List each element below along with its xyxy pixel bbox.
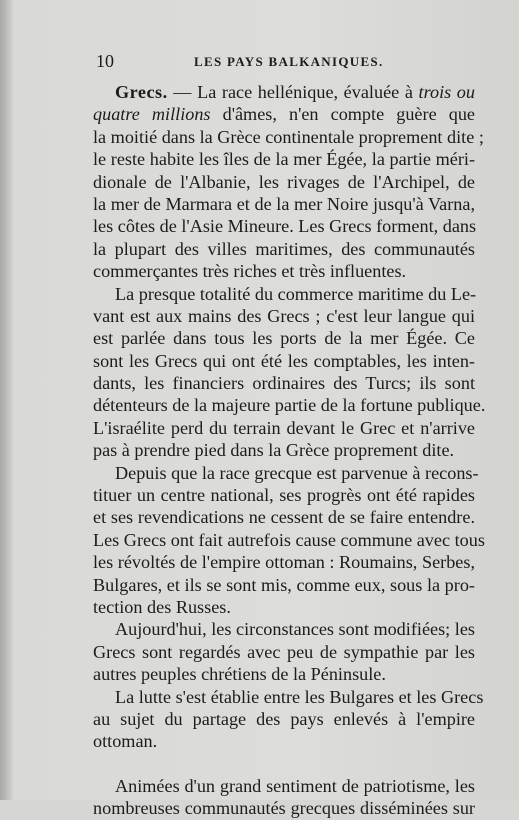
text-line: le reste habite les îles de la mer Égée, la partie méri- [93,149,475,170]
text-line: dants, les financiers ordinaires des Turcs; ils sont [93,373,475,394]
text-line [93,81,475,103]
page-header [96,50,474,72]
text-line: et ses revendications ne cessent de se faire entendre. [93,507,475,528]
paragraph-lutte [93,686,484,753]
italic-text: quatre millions [93,104,211,125]
text-line: Bulgares, et ils se sont mis, comme eux, sous la pro- [93,574,475,595]
text-line: tection des Russes. [93,596,231,617]
text-line: au sujet du partage des pays enlevés à l'empire [93,708,475,729]
text-line: la moitié dans la Grèce continentale proprement dite ; [93,126,484,147]
text-line: sont les Grecs qui ont été les comptables, les inten- [93,350,475,371]
text-line: tituer un centre national, ses progrès ont été rapides [93,485,475,506]
text-line: La presque totalité du commerce maritime du Le- [115,283,477,304]
text-line: est parlée dans tous les ports de la mer Égée. Ce [93,328,475,349]
text-line: les révoltés de l'empire ottoman : Roumains, Serbes, [93,552,475,573]
text-line: pas à prendre pied dans la Grèce proprement dite. [93,440,455,461]
text-line: nombreuses communautés grecques disséminées sur [93,798,475,819]
paragraph-grecs [93,81,484,283]
section-lead: Grecs. [115,82,168,102]
paragraph-patriotisme [93,775,475,820]
paragraph-commerce [93,283,486,462]
text-line: Les Grecs ont fait autrefois cause commune avec tous [93,529,485,550]
text-line: la plupart des villes maritimes, des communautés [93,238,475,259]
text-line: Aujourd'hui, les circonstances sont modifiées; les [115,619,475,640]
text-span: — La race hellénique, évaluée à [167,82,419,102]
text-line: Depuis que la race grecque est parvenue à recons- [115,462,479,483]
text-line: autres peuples chrétiens de la Péninsule. [93,664,386,685]
text-line: dionale de l'Albanie, les rivages de l'Archipel, de [93,171,475,192]
text-line: La lutte s'est établie entre les Bulgares et les Grecs [115,686,484,707]
text-line: ottoman. [93,731,158,752]
text-line: les côtes de l'Asie Mineure. Les Grecs forment, dans [93,216,477,237]
text-line: commerçantes très riches et très influentes. [93,261,407,282]
text-line [93,103,475,125]
text-line: la mer de Marmara et de la mer Noire jusqu'à Varna, [93,193,475,214]
text-line: Animées d'un grand sentiment de patriotisme, les [115,775,475,796]
body-text [93,81,486,820]
text-line: détenteurs de la majeure partie de la fortune publique. [93,395,486,416]
spine-shadow [0,0,14,800]
paragraph-aujourdhui [93,618,475,685]
paragraph-revendications [93,462,485,619]
text-span: d'âmes, n'en compte guère que [210,104,475,125]
text-line: L'israélite perd du terrain devant le Grec et n'arrive [93,417,475,438]
text-line: vant est aux mains des Grecs ; c'est leur langue qui [93,305,475,326]
page-number: 10 [96,51,114,71]
italic-text: trois ou [418,82,475,102]
text-line: Grecs sont regardés avec peu de sympathie par les [93,641,475,662]
paragraph-gap [93,753,475,775]
running-head: LES PAYS BALKANIQUES. [194,54,384,69]
